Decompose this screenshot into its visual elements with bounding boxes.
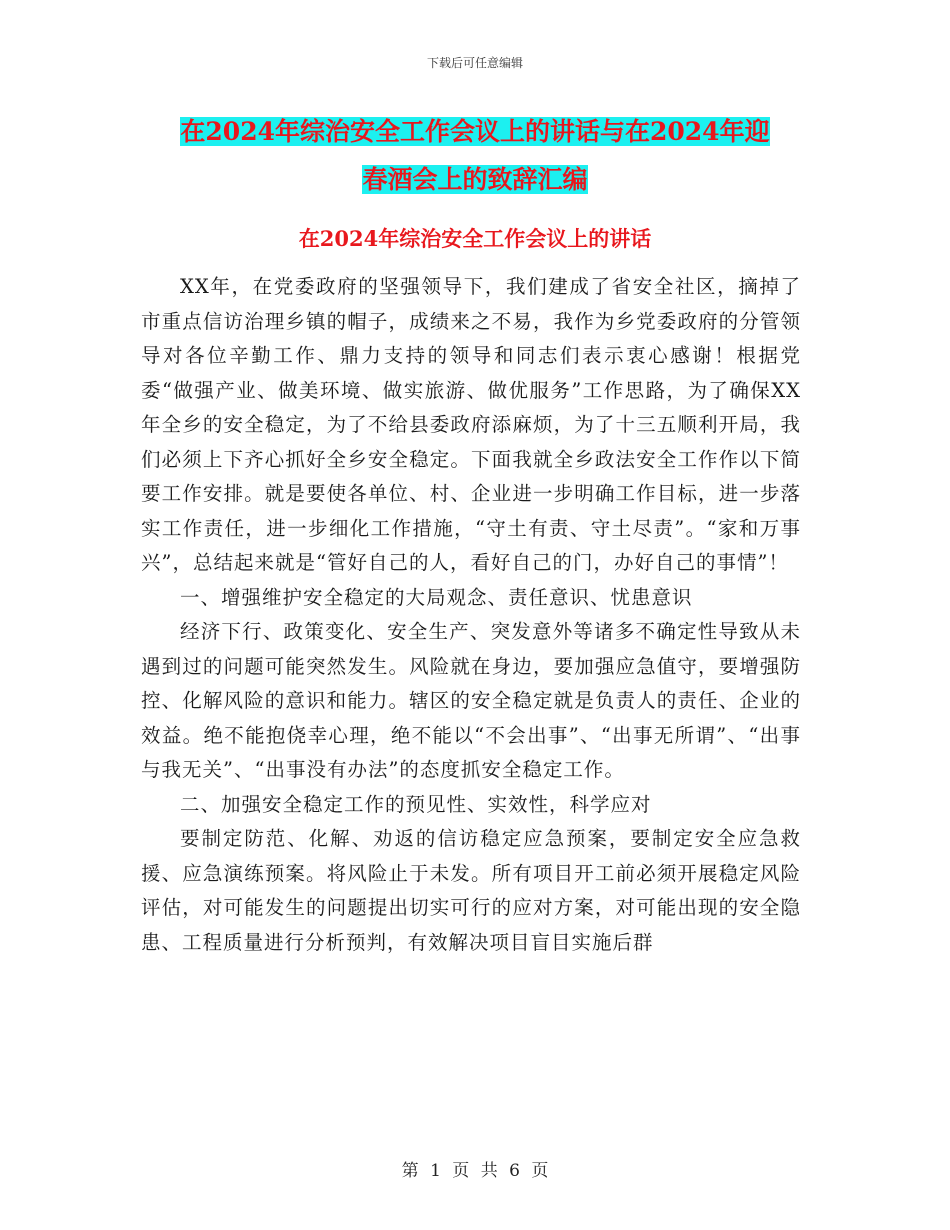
document-title-line-2: 春酒会上的致辞汇编 <box>362 165 588 194</box>
paragraph-point-one: 经济下行、政策变化、安全生产、突发意外等诸多不确定性导致从未遇到过的问题可能突然发生。风险就在身边，要加强应急值守，要增强防控、化解风险的意识和能力。辖区的安全稳定就是负责人的责任、企业的效益。绝不能抱侥幸心理，绝不能以“不会出事”、“出事无所谓”、“出事与我无关”、“出事没有办法”的态度抓安全稳定工作。 <box>141 620 801 781</box>
document-body <box>141 270 801 960</box>
paragraph-intro: XX年，在党委政府的坚强领导下，我们建成了省安全社区，摘掉了市重点信访治理乡镇的帽子，成绩来之不易，我作为乡党委政府的分管领导对各位辛勤工作、鼎力支持的领导和同志们表示衷心感谢！根据党委“做强产业、做美环境、做实旅游、做优服务”工作思路，为了确保XX年全乡的安全稳定，为了不给县委政府添麻烦，为了十三五顺利开局，我们必须上下齐心抓好全乡安全稳定。下面我就全乡政法安全工作作以下简要工作安排。就是要使各单位、村、企业进一步明确工作目标，进一步落实工作责任，进一步细化工作措施，“守土有责、守土尽责”。“家和万事兴”，总结起来就是“管好自己的人，看好自己的门，办好自己的事情”！ <box>141 275 801 574</box>
document-title-line-1: 在2024年综治安全工作会议上的讲话与在2024年迎 <box>180 117 770 146</box>
page-number: 第 1 页 共 6 页 <box>401 1161 549 1181</box>
heading-point-two: 二、加强安全稳定工作的预见性、实效性，科学应对 <box>180 792 652 816</box>
section-title: 在2024年综治安全工作会议上的讲话 <box>298 226 652 251</box>
paragraph-point-two: 要制定防范、化解、劝返的信访稳定应急预案，要制定安全应急救援、应急演练预案。将风险止于未发。所有项目开工前必须开展稳定风险评估，对可能发生的问题提出切实可行的应对方案，对可能出现的安全隐患、工程质量进行分析预判，有效解决项目盲目实施后群 <box>141 827 801 954</box>
heading-point-one: 一、增强维护安全稳定的大局观念、责任意识、忧患意识 <box>180 585 693 609</box>
document-title <box>150 108 800 204</box>
header-note: 下载后可任意编辑 <box>426 56 523 70</box>
